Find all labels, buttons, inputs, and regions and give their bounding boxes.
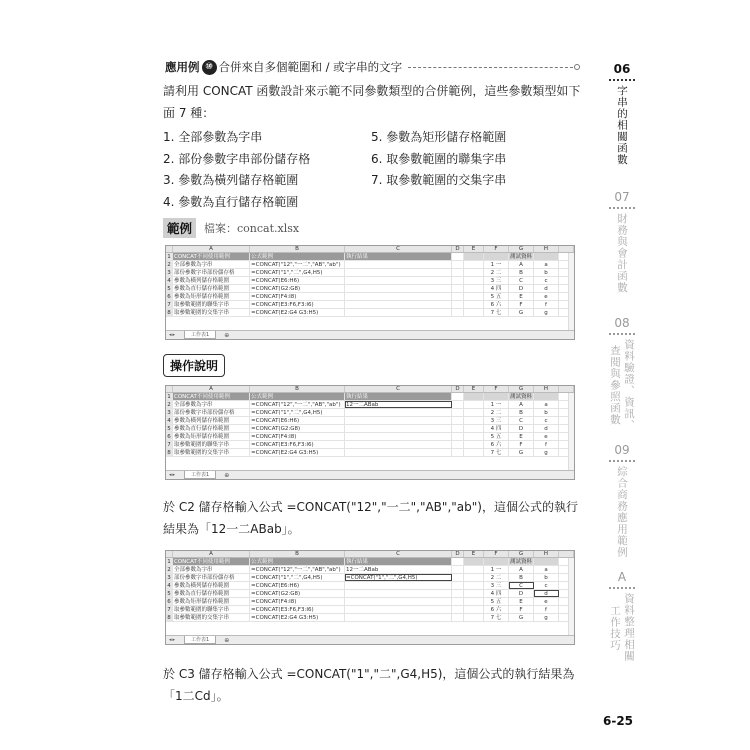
add-sheet-icon[interactable]: ⊕ — [224, 636, 230, 644]
table-row: 2 全部參數為字串 =CONCAT("12","一二","AB","ab") 1 一 A a — [166, 261, 574, 269]
list-item: 4. 參數為直行儲存格範圍 — [163, 194, 299, 209]
chapter-tab-06[interactable]: 06 字串的相關函數 — [602, 62, 642, 166]
list-item: 2. 部份參數字串部份儲存格 — [163, 151, 311, 166]
cell-c3-editing[interactable]: =CONCAT("1","二",G4,H5) — [345, 574, 452, 581]
table-row: 8 取參數範圍的交集字串 =CONCAT(E2:G4 G3:H5) 7 七 G g — [166, 309, 574, 317]
vertical-scrollbar[interactable] — [568, 253, 574, 330]
cell-c2-result[interactable]: 12一二ABab — [345, 401, 452, 408]
add-sheet-icon[interactable]: ⊕ — [224, 471, 230, 479]
ref-cell-h5[interactable]: d — [534, 590, 559, 597]
table-row: 3 部份參數字串部份儲存格 =CONCAT("1","二",G4,H5) 2 二 B b — [166, 409, 574, 417]
list-item: 5. 參數為矩形儲存格範圍 — [371, 130, 507, 144]
table-row: 3 部份參數字串部份儲存格 =CONCAT("1","二",G4,H5) 2 二 B b — [166, 269, 574, 277]
sample-tag: 範例 — [163, 218, 196, 238]
paragraph-c3: 於 C3 儲存格輸入公式 =CONCAT("1","二",G4,H5)，這個公式的執行結果為「1二Cd」。 — [163, 667, 575, 703]
table-row: 1 CONCAT不同使用範例 公式範例 執行結果 測試資料 — [166, 393, 574, 401]
dotted-rule — [408, 67, 573, 68]
table-row: 2 全部參數為字串 =CONCAT("12","一二","AB","ab") 12一二ABab 1 一 A a — [166, 401, 574, 409]
col-c: C — [345, 246, 452, 252]
table-row: 4 參數為橫列儲存格範圍 =CONCAT(E6:H6) 3 三 C c — [166, 417, 574, 425]
sheet-tab-bar — [166, 330, 574, 339]
example-title: 合併來自多個範圍和 / 或字串的文字 — [218, 60, 403, 74]
chapter-tab-09[interactable]: 09 綜合商務應用範例 — [602, 443, 642, 558]
sheet-nav-arrows-icon[interactable]: ◂▸ — [169, 332, 177, 338]
table-row: 5 參數為直行儲存格範圍 =CONCAT(G2:G8) 4 四 D d — [166, 590, 574, 598]
intro-paragraph: 請利用 CONCAT 函數設計來示範不同參數類型的合併範例，這些參數類型如下面 7 種： — [163, 84, 581, 120]
page-number: 6-25 — [603, 714, 634, 728]
example-heading — [165, 58, 580, 76]
spreadsheet-screenshot-2 — [165, 385, 575, 480]
sheet-nav-arrows-icon[interactable]: ◂▸ — [169, 472, 177, 478]
add-sheet-icon[interactable]: ⊕ — [224, 331, 230, 339]
example-number-badge: ⑩ — [202, 60, 217, 75]
example-label: 應用例 — [165, 60, 200, 74]
table-row: 6 參數為矩形儲存格範圍 =CONCAT(F4:I8) 5 五 E e — [166, 293, 574, 301]
vertical-scrollbar[interactable] — [568, 393, 574, 470]
table-row: 4 參數為橫列儲存格範圍 =CONCAT(E6:H6) 3 三 C c — [166, 582, 574, 590]
spreadsheet-screenshot-1 — [165, 245, 575, 340]
column-header-row — [166, 246, 574, 253]
types-list-right — [371, 127, 581, 192]
sheet-tab-bar — [166, 635, 574, 644]
table-row: 7 取參數範圍的聯集字串 =CONCAT(E3:F6,F3:I6) 6 六 F f — [166, 441, 574, 449]
table-row: 2 全部參數為字串 =CONCAT("12","一二","AB","ab") 12一二ABab 1 一 A a — [166, 566, 574, 574]
chapter-tab-07[interactable]: 07 財務與會計函數 — [602, 190, 642, 294]
ref-cell-g4[interactable]: C — [509, 582, 534, 589]
column-header-row: A B C D E F G H — [166, 386, 574, 393]
col-h: H — [534, 246, 559, 252]
col-g: G — [509, 246, 534, 252]
rule-end-circle — [574, 64, 580, 70]
list-item: 1. 全部參數為字串 — [163, 130, 263, 144]
sheet-tab-bar — [166, 470, 574, 479]
operation-tag: 操作說明 — [163, 354, 225, 377]
column-header-row: A B C D E F G H — [166, 551, 574, 558]
table-row: 1 CONCAT不同使用範例 公式範例 執行結果 測試資料 — [166, 253, 574, 261]
col-d: D — [452, 246, 464, 252]
table-row: 4 參數為橫列儲存格範圍 =CONCAT(E6:H6) 3 三 C c — [166, 277, 574, 285]
list-item: 6. 取參數範圍的聯集字串 — [371, 151, 507, 166]
table-row: 6 參數為矩形儲存格範圍 =CONCAT(F4:I8) 5 五 E e — [166, 598, 574, 606]
sheet-tab[interactable]: 工作表1 — [184, 331, 216, 339]
sample-file-name: 檔案：concat.xlsx — [204, 222, 300, 235]
sheet-nav-arrows-icon[interactable]: ◂▸ — [169, 637, 177, 643]
table-row: 8 取參數範圍的交集字串 =CONCAT(E2:G4 G3:H5) 7 七 G g — [166, 449, 574, 457]
sheet-tab[interactable]: 工作表1 — [184, 471, 216, 479]
col-b: B — [250, 246, 345, 252]
list-item: 7. 取參數範圍的交集字串 — [371, 173, 507, 187]
table-row: 7 取參數範圍的聯集字串 =CONCAT(E3:F6,F3:I6) 6 六 F f — [166, 301, 574, 309]
col-e: E — [464, 246, 484, 252]
table-row: 7 取參數範圍的聯集字串 =CONCAT(E3:F6,F3:I6) 6 六 F f — [166, 606, 574, 614]
chapter-tab-appendix[interactable]: A 工作技巧 資料整理相關 — [609, 570, 635, 662]
sheet-tab[interactable]: 工作表1 — [184, 636, 216, 644]
sample-file-line — [163, 218, 299, 238]
table-row: 5 參數為直行儲存格範圍 =CONCAT(G2:G8) 4 四 D d — [166, 425, 574, 433]
table-row: 5 參數為直行儲存格範圍 =CONCAT(G2:G8) 4 四 D d — [166, 285, 574, 293]
paragraph-c2: 於 C2 儲存格輸入公式 =CONCAT("12","一二","AB","ab")，這個公式的執行結果為「12一二ABab」。 — [163, 500, 578, 536]
spreadsheet-screenshot-3 — [165, 550, 575, 645]
types-list-left — [163, 127, 363, 213]
list-item: 3. 參數為橫列儲存格範圍 — [163, 173, 299, 187]
table-row: 6 參數為矩形儲存格範圍 =CONCAT(F4:I8) 5 五 E e — [166, 433, 574, 441]
col-a: A — [173, 246, 250, 252]
vertical-scrollbar[interactable] — [568, 558, 574, 635]
chapter-tab-08[interactable]: 08 查閱與參照函數 資料驗證、資訊、 — [609, 316, 635, 431]
table-row: 3 部份參數字串部份儲存格 =CONCAT("1","二",G4,H5) =CONCAT("1","二",G4,H5) 2 二 B b — [166, 574, 574, 582]
table-row: 8 取參數範圍的交集字串 =CONCAT(E2:G4 G3:H5) 7 七 G g — [166, 614, 574, 622]
col-f: F — [484, 246, 509, 252]
table-row: 1 CONCAT不同使用範例 公式範例 執行結果 測試資料 — [166, 558, 574, 566]
